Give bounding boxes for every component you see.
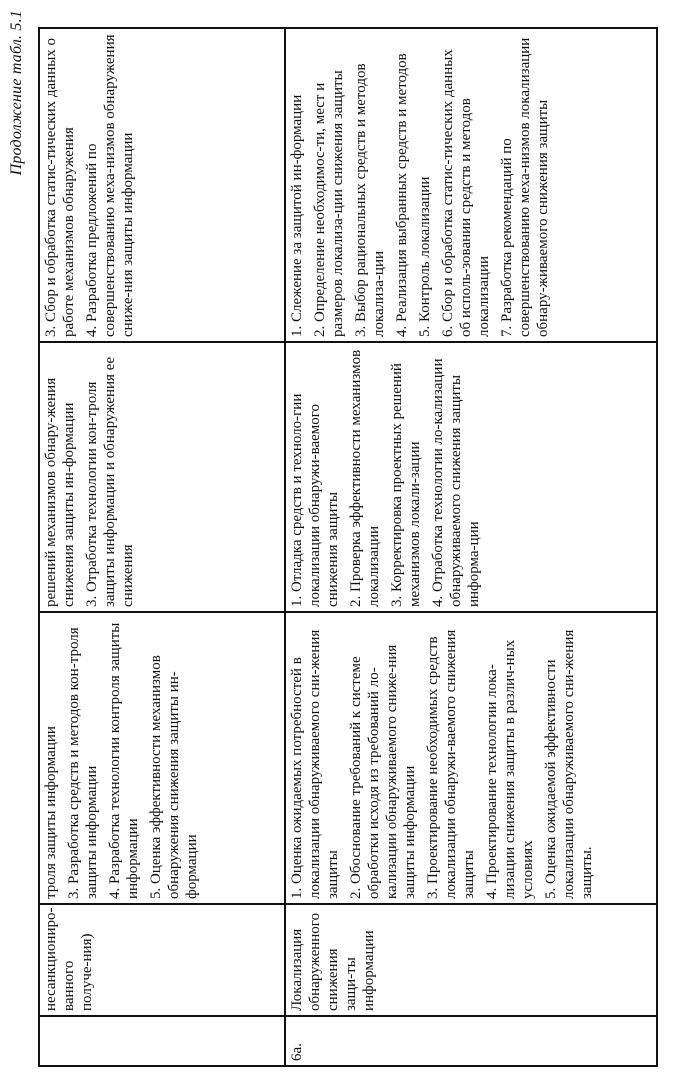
- stage-implementation-cell: [39, 342, 285, 612]
- list-item: 4. Реализация выбранных средств и методов: [394, 53, 410, 337]
- list-item: 5. Оценка ожидаемой эффективности локализации обнаруживаемого сни-жения защиты.: [543, 629, 595, 899]
- stage-operation-cell: [285, 28, 657, 342]
- stage-implementation-cell: [285, 342, 657, 612]
- list-item: 3. Выбор рациональных средств и методов локализа-ции: [353, 63, 387, 337]
- data-table: [38, 27, 658, 1067]
- list-item: 3. Разработка средств и методов кон-троля защиты информации: [66, 627, 100, 899]
- list-item: 3. Проектирование необходимых средств локализации обнаружи-ваемого снижения защиты: [425, 629, 477, 899]
- row-name-cell: [285, 904, 657, 1016]
- table-row: [39, 28, 285, 1066]
- list-item: 5. Оценка эффективности механизмов обнаружения снижения защиты ин-формации: [148, 655, 200, 899]
- row-name: Локализация обнаруженного снижения защи-ты информации: [289, 912, 377, 1011]
- list-item: 4. Разработка технологии контроля защиты информации: [107, 622, 141, 899]
- list-item: 7. Разработка рекомендаций по совершенствованию меха-низмов локализации обнару-живаемого снижения защиты: [499, 37, 551, 337]
- list-item: 2. Определение необходимос-ти, мест и размеров локализа-ции снижения защиты: [312, 70, 346, 337]
- list-item: 1. Оценка ожидаемых потребностей в локализации обнаруживаемого сни-жения защиты: [289, 629, 341, 899]
- table-caption: Продолжение табл. 5.1: [8, 10, 25, 176]
- row-name-cell: [39, 904, 285, 1016]
- list-item: 1. Слежение за защитой ин-формации: [289, 94, 305, 337]
- row-name: несанкциониро-ванного получе-ния): [43, 907, 95, 1011]
- list-item: 6. Сбор и обработка статис-тических данных об исполь-зовании средств и методов локализации: [440, 49, 492, 337]
- list-item: 2. Проверка эффективности механизмов локализации: [348, 349, 382, 607]
- list-item: решений механизмов обнару-жения снижения защиты ин-формации: [43, 377, 77, 607]
- list-item: 2. Обоснование требований к системе обработки исходя из требований ло-кализации обнаруживаемого сниже-ния защиты информации: [348, 644, 418, 899]
- list-item: 3. Отработка технологии кон-троля защиты информации и обнаружения ее снижения: [84, 356, 136, 607]
- list-item: 4. Проектирование технологии лока-лизации снижения защиты в различ-ных условиях: [484, 639, 536, 899]
- row-number-cell: 6a.: [285, 1016, 657, 1066]
- stage-operation-cell: [39, 28, 285, 342]
- list-item: 4. Отработка технологии ло-кализации обнаруживаемого снижения защиты информа-ции: [430, 358, 482, 607]
- list-item: 1. Отладка средств и техноло-гии локализации обнаружи-ваемого снижения защиты: [289, 393, 341, 607]
- list-item: 3. Сбор и обработка статис-тических данных о работе механизмов обнаружения: [43, 37, 77, 337]
- row-number-cell: [39, 1016, 285, 1066]
- table-row: [285, 28, 657, 1066]
- stage-design-cell: [285, 612, 657, 904]
- list-item: 5. Контроль локализации: [417, 176, 433, 337]
- stage-design-cell: [39, 612, 285, 904]
- list-item: 4. Разработка предложений по совершенствованию меха-низмов обнаружения сниже-ния защиты информации: [84, 34, 136, 337]
- list-item: троля защиты информации: [43, 726, 59, 899]
- list-item: 3. Корректировка проектных решений механизмов локали-зации: [389, 363, 423, 607]
